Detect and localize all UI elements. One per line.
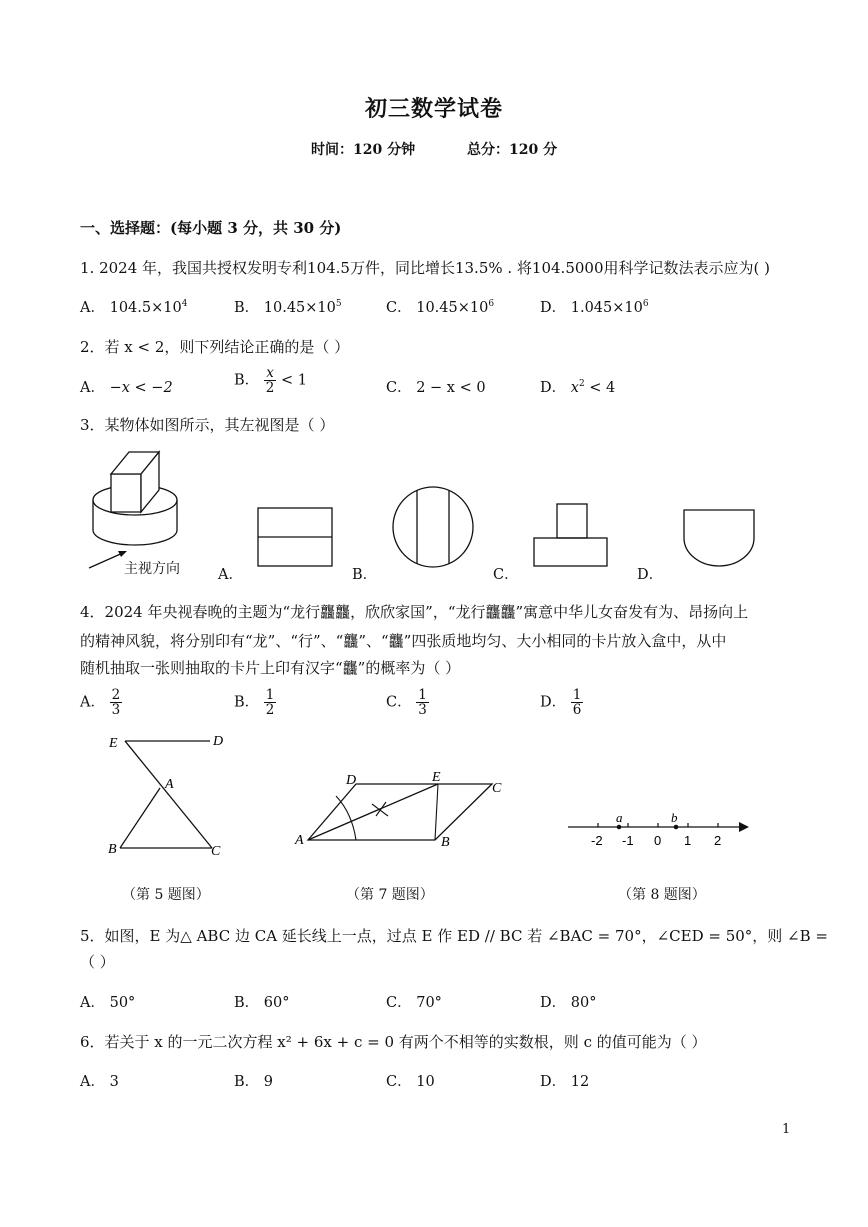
q4-option-c: C． $\frac{1}{3}$: [386, 687, 427, 719]
question-4-stem-line-2: 的精神风貌，将分别印有“龙”、“行”、“龘”、“龘”四张质地均匀、大小相同的卡片放入盒中，从中: [80, 632, 727, 650]
exam-time: 时间：120 分钟: [311, 142, 416, 158]
figure-8: [562, 808, 757, 854]
fig5-label-e: E: [109, 736, 118, 751]
q6-option-d: D． 12: [540, 1074, 590, 1090]
fig8-tick-1: 1: [684, 833, 692, 848]
q5-option-d: D． 80°: [540, 995, 597, 1011]
q6-option-c: C． 10: [386, 1074, 435, 1090]
figure-8-caption: （第 8 题图）: [618, 887, 706, 903]
question-5-stem-line-1: 5．如图，E 为△ ABC 边 CA 延长线上一点，过点 E 作 ED // BC 若 ∠BAC = 70°，∠CED = 50°，则 ∠B =: [80, 927, 828, 945]
page-number: 1: [782, 1122, 791, 1137]
q6-option-b: B． 9: [234, 1074, 273, 1090]
q5-option-b: B． 60°: [234, 995, 290, 1011]
q2-option-b: B． $\frac{x}{2}$ < 1: [234, 365, 307, 397]
q3-view-direction-caption: 主视方向: [124, 561, 180, 577]
question-6-stem: 6．若关于 x 的一元二次方程 x² + 6x + c = 0 有两个不相等的实数根，则 c 的值可能为（ ）: [80, 1033, 707, 1051]
q3-option-a-figure: [257, 506, 335, 568]
page-title: 初三数学试卷: [364, 96, 503, 122]
q5-option-a: A． 50°: [80, 995, 136, 1011]
q4-option-a: A． $\frac{2}{3}$: [80, 687, 121, 719]
figure-5: [100, 728, 240, 863]
section-heading: 一、选择题：(每小题 3 分，共 30 分): [80, 219, 342, 237]
question-1-stem: 1. 2024 年，我国共授权发明专利104.5万件，同比增长13.5% . 将104.5000用科学记数法表示应为( ): [80, 259, 770, 277]
q1-option-c: C． $10.45\times 10^6$: [386, 299, 495, 316]
fig8-tick-2: 2: [714, 833, 722, 848]
question-4-stem-line-1: 4．2024 年央视春晚的主题为“龙行龘龘，欣欣家国”，“龙行龘龘”寓意中华儿女奋发有为、昂扬向上: [80, 603, 749, 621]
figure-7: [292, 768, 507, 853]
q3-option-c-figure: [531, 502, 611, 568]
q2-option-d: D． $x^2 < 4$: [540, 379, 616, 396]
fig8-tick-neg1: -1: [622, 833, 634, 848]
fig7-label-b: B: [441, 835, 450, 850]
q2-option-a: A． −x < −2: [80, 380, 173, 396]
fig5-label-c: C: [211, 844, 221, 859]
fig7-label-c: C: [492, 781, 502, 796]
q3-option-d-figure: [682, 508, 756, 570]
fig5-label-b: B: [108, 842, 117, 857]
q3-option-b: B．: [352, 567, 378, 583]
fig8-label-a: a: [616, 810, 623, 825]
fig5-label-a: A: [165, 777, 174, 792]
q3-option-d: D．: [637, 567, 664, 583]
q5-option-c: C． 70°: [386, 995, 442, 1011]
question-3-stem: 3．某物体如图所示，其左视图是（ ）: [80, 416, 335, 434]
question-4-stem-line-3: 随机抽取一张则抽取的卡片上印有汉字“龘”的概率为（ ）: [80, 659, 461, 677]
fig8-label-b: b: [671, 810, 678, 825]
fig7-label-a: A: [295, 833, 304, 848]
fig5-label-d: D: [213, 734, 224, 749]
q1-option-b: B． $10.45\times 10^5$: [234, 299, 342, 316]
fig8-tick-0: 0: [654, 833, 662, 848]
q1-option-a: A． $104.5\times 10^4$: [80, 299, 188, 316]
q3-option-a: A．: [218, 567, 243, 583]
question-2-stem: 2．若 x < 2，则下列结论正确的是（ ）: [80, 338, 350, 356]
q6-option-a: A． 3: [80, 1074, 119, 1090]
q4-option-b: B． $\frac{1}{2}$: [234, 687, 275, 719]
fig8-tick-neg2: -2: [591, 833, 603, 848]
figure-7-caption: （第 7 题图）: [346, 887, 434, 903]
q3-option-c: C．: [493, 567, 519, 583]
figure-5-caption: （第 5 题图）: [122, 887, 210, 903]
fig7-label-d: D: [346, 773, 357, 788]
exam-score: 总分：120 分: [467, 142, 558, 158]
q3-option-b-figure: [391, 485, 475, 569]
question-5-stem-line-2: （ ）: [80, 953, 115, 971]
q1-option-d: D． $1.045\times 10^6$: [540, 299, 649, 316]
q2-option-c: C． 2 − x < 0: [386, 380, 486, 396]
q4-option-d: D． $\frac{1}{6}$: [540, 687, 582, 719]
fig7-label-e: E: [432, 770, 441, 785]
